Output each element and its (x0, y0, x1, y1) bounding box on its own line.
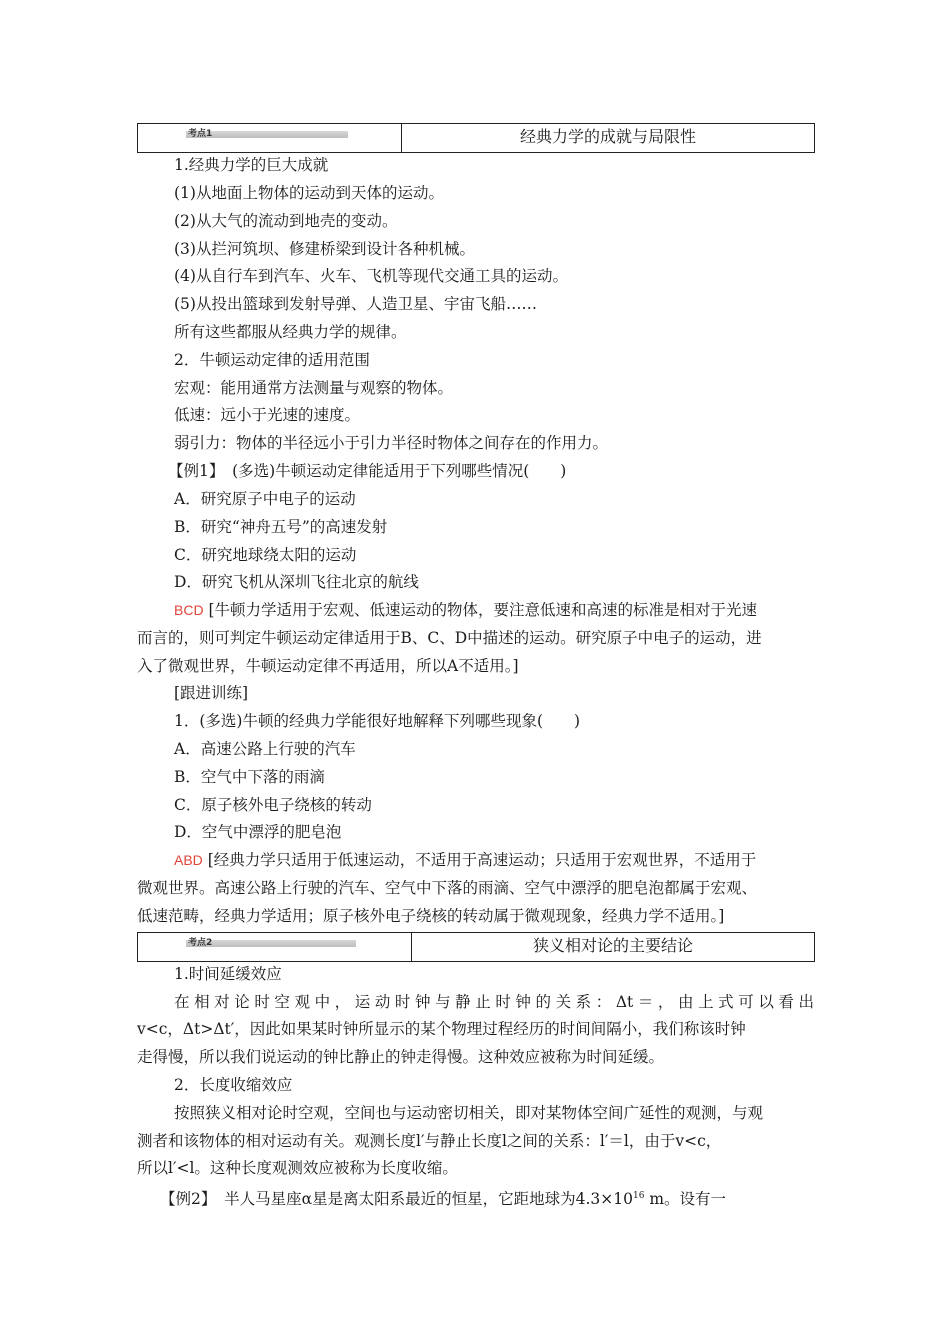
option-d: D．空气中漂浮的肥皂泡 (174, 823, 342, 841)
practice-answer-line (174, 850, 854, 870)
paragraph-line: 走得慢，所以我们说运动的钟比静止的钟走得慢。这种效应被称为时间延缓。 (137, 1048, 665, 1066)
list-item: (2)从大气的流动到地壳的变动。 (174, 212, 398, 230)
example-2-line (160, 1186, 840, 1209)
heading-achievements: 1.经典力学的巨大成就 (174, 156, 329, 174)
answer-key: BCD (174, 602, 204, 618)
paragraph-line: 所以l′<l。这种长度观测效应被称为长度收缩。 (137, 1159, 458, 1177)
paragraph-line: v<c，Δt>Δt′，因此如果某时钟所显示的某个物理过程经历的时间间隔小，我们称该时钟 (137, 1020, 746, 1038)
section-header-1 (137, 123, 815, 153)
practice-heading: [跟进训练] (174, 684, 249, 702)
option-a: A．研究原子中电子的运动 (174, 490, 356, 508)
section-title: 经典力学的成就与局限性 (519, 127, 696, 146)
option-c: C．研究地球绕太阳的运动 (174, 546, 357, 564)
scope-item: 低速：远小于光速的速度。 (174, 406, 361, 424)
explanation-text: 入了微观世界，牛顿运动定律不再适用，所以A不适用。] (137, 657, 519, 675)
explanation-text: 低速范畴，经典力学适用；原子核外电子绕核的转动属于微观现象，经典力学不适用。] (137, 907, 725, 925)
list-item: (3)从拦河筑坝、修建桥梁到设计各种机械。 (174, 240, 475, 258)
option-c: C．原子核外电子绕核的转动 (174, 796, 372, 814)
scope-item: 宏观：能用通常方法测量与观察的物体。 (174, 379, 454, 397)
practice-question: 1．(多选)牛顿的经典力学能很好地解释下列哪些现象( ) (174, 712, 581, 730)
list-item: (1)从地面上物体的运动到天体的运动。 (174, 184, 444, 202)
option-a: A．高速公路上行驶的汽车 (174, 740, 356, 758)
example-2-label: 【例2】 (160, 1190, 209, 1209)
section-header-2 (137, 932, 815, 962)
paragraph-line: 在相对论时空观中，运动时钟与静止时钟的关系：Δt＝，由上式可以看出 (174, 993, 814, 1011)
paragraph-line: 按照狭义相对论时空观，空间也与运动密切相关，即对某物体空间广延性的观测，与观 (174, 1104, 764, 1122)
option-b: B．空气中下落的雨滴 (174, 768, 325, 786)
explanation-text: 而言的，则可判定牛顿运动定律适用于B、C、D中描述的运动。研究原子中电子的运动，进 (137, 629, 762, 647)
list-item: (4)从自行车到汽车、火车、飞机等现代交通工具的运动。 (174, 267, 568, 285)
explanation-text: 微观世界。高速公路上行驶的汽车、空气中下落的雨滴、空气中漂浮的肥皂泡都属于宏观、 (137, 879, 758, 897)
example-1-question: 【例1】 (多选)牛顿运动定律能适用于下列哪些情况( ) (168, 462, 567, 480)
list-item: (5)从投出篮球到发射导弹、人造卫星、宇宙飞船…… (174, 295, 537, 313)
heading-scope: 2．牛顿运动定律的适用范围 (174, 351, 370, 369)
section-title: 狭义相对论的主要结论 (532, 936, 693, 955)
scope-item: 弱引力：物体的半径远小于引力半径时物体之间存在的作用力。 (174, 434, 609, 452)
summary-text: 所有这些都服从经典力学的规律。 (174, 323, 407, 341)
paragraph-line: 测者和该物体的相对运动有关。观测长度l′与静止长度l之间的关系：l′＝l，由于v<c， (137, 1132, 722, 1150)
answer-key: ABD (174, 852, 203, 868)
explanation-text: [牛顿力学适用于宏观、低速运动的物体，要注意低速和高速的标准是相对于光速 (208, 601, 758, 619)
heading-time-dilation: 1.时间延缓效应 (174, 965, 282, 983)
section-tag: 考点1 (188, 129, 213, 139)
option-d: D．研究飞机从深圳飞往北京的航线 (174, 573, 419, 591)
example-1-answer-line (174, 600, 854, 620)
exponent: 16 (632, 1191, 645, 1201)
section-tag-cell (138, 124, 402, 152)
example-2-text-end: m。设有一 (644, 1190, 727, 1209)
section-tag-cell (138, 933, 412, 961)
option-b: B．研究“神舟五号”的高速发射 (174, 518, 388, 536)
section-tag: 考点2 (188, 938, 213, 948)
heading-length-contraction: 2．长度收缩效应 (174, 1076, 293, 1094)
explanation-text: [经典力学只适用于低速运动，不适用于高速运动；只适用于宏观世界，不适用于 (207, 851, 757, 869)
example-2-text: 半人马星座α星是离太阳系最近的恒星，它距地球为4.3×10 (224, 1190, 633, 1209)
